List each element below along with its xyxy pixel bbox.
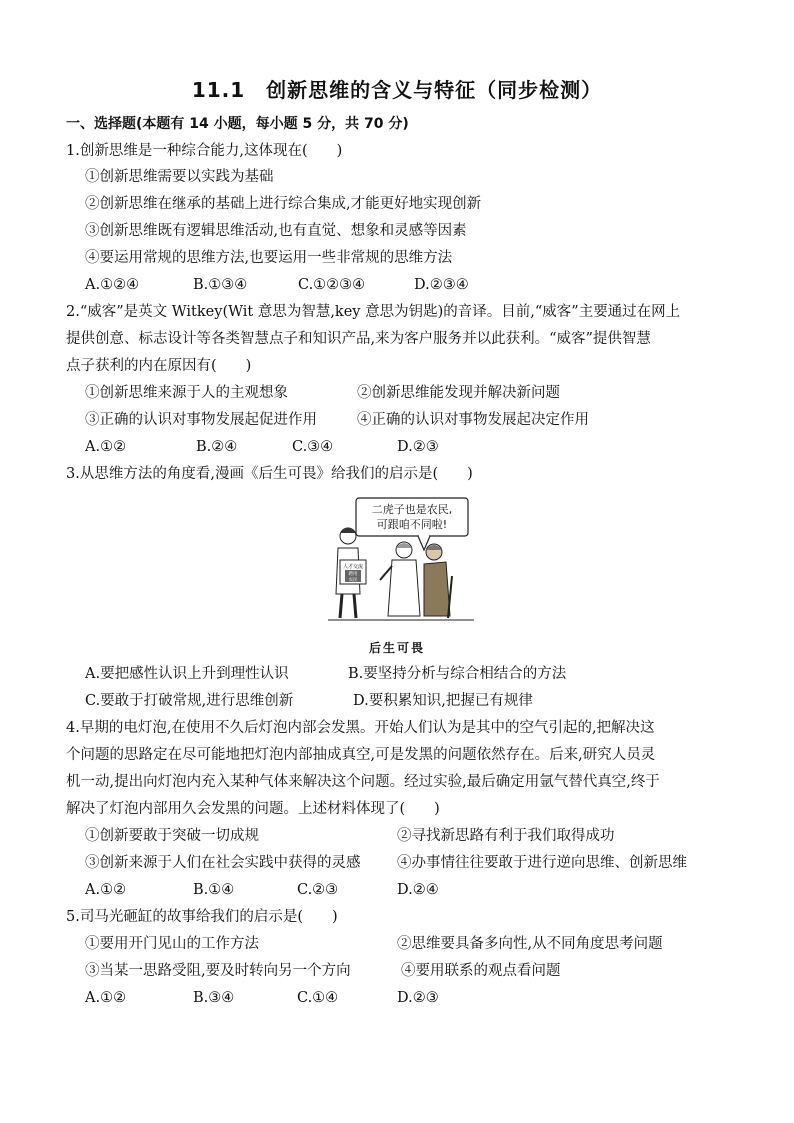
q2-item-4: ④正确的认识对事物发展起决定作用 xyxy=(357,412,589,428)
q3-option-b: B.要坚持分析与综合相结合的方法 xyxy=(348,666,567,682)
q5-item-2: ②思维要具备多向性,从不同角度思考问题 xyxy=(397,936,663,952)
q4-item-4: ④办事情往往要敢于进行逆向思维、创新思维 xyxy=(397,855,687,871)
bubble-line-1: 二虎子也是农民, xyxy=(371,503,453,516)
q1-item-1: ①创新思维需要以实践为基础 xyxy=(85,169,274,185)
q3-option-d: D.要积累知识,把握已有规律 xyxy=(353,693,533,709)
q1-option-d: D.②③④ xyxy=(414,277,469,293)
q5-option-d: D.②③ xyxy=(397,990,439,1006)
question-4-stem-4: 解决了灯泡内部用久会发黑的问题。上述材料体现了( ) xyxy=(66,801,440,817)
q1-option-c: C.①②③④ xyxy=(298,277,366,293)
q2-option-d: D.②③ xyxy=(397,439,439,455)
q5-item-3: ③当某一思路受阻,要及时转向另一个方向 xyxy=(85,963,351,979)
q4-option-c: C.②③ xyxy=(297,882,339,898)
question-4-stem-2: 个问题的思路定在尽可能地把灯泡内部抽成真空,可是发黑的问题依然存在。后来,研究人员灵 xyxy=(66,747,656,763)
q2-item-1: ①创新思维来源于人的主观想象 xyxy=(85,385,288,401)
q1-item-4: ④要运用常规的思维方法,也要运用一些非常规的思维方法 xyxy=(85,250,453,266)
question-3-stem: 3.从思维方法的角度看,漫画《后生可畏》给我们的启示是( ) xyxy=(66,466,473,482)
q5-option-c: C.①④ xyxy=(297,990,339,1006)
q5-item-1: ①要用开门见山的工作方法 xyxy=(85,936,259,952)
q4-item-1: ①创新要敢于突破一切成规 xyxy=(85,828,259,844)
cartoon-later-generations xyxy=(326,494,476,624)
q2-item-3: ③正确的认识对事物发展起促进作用 xyxy=(85,412,317,428)
q4-item-2: ②寻找新思路有利于我们取得成功 xyxy=(397,828,615,844)
q1-option-b: B.①③④ xyxy=(193,277,248,293)
q3-option-a: A.要把感性认识上升到理性认识 xyxy=(85,666,289,682)
section-heading: 一、选择题(本题有 14 小题，每小题 5 分，共 70 分) xyxy=(66,116,409,132)
q1-item-2: ②创新思维在继承的基础上进行综合集成,才能更好地实现创新 xyxy=(85,196,482,212)
q2-option-b: B.②④ xyxy=(196,439,238,455)
bubble-line-2: 可跟咱不同啦! xyxy=(376,518,448,531)
sign-line-3: 农民 xyxy=(348,578,358,583)
q4-option-b: B.①④ xyxy=(193,882,235,898)
question-4-stem-1: 4.早期的电灯泡,在使用不久后灯泡内部会发黑。开始人们认为是其中的空气引起的,把解决这 xyxy=(66,720,655,736)
question-1-stem: 1.创新思维是一种综合能力,这体现在( ) xyxy=(66,143,343,159)
sign-line-2: 聘用 xyxy=(348,572,358,577)
q5-item-4: ④要用联系的观点看问题 xyxy=(401,963,561,979)
q4-option-d: D.②④ xyxy=(397,882,439,898)
q5-option-b: B.③④ xyxy=(193,990,235,1006)
q1-item-3: ③创新思维既有逻辑思维活动,也有直觉、想象和灵感等因素 xyxy=(85,223,467,239)
question-2-stem-1: 2.“威客”是英文 Witkey(Wit 意思为智慧,key 意思为钥匙)的音译。目前,“威客”主要通过在网上 xyxy=(66,304,681,320)
question-2-stem-2: 提供创意、标志设计等各类智慧点子和知识产品,来为客户服务并以此获利。“威客”提供智慧 xyxy=(66,331,651,347)
question-4-stem-3: 机一动,提出向灯泡内充入某种气体来解决这个问题。经过实验,最后确定用氩气替代真空,终于 xyxy=(66,774,660,790)
q1-option-a: A.①②④ xyxy=(85,277,140,293)
q4-option-a: A.①② xyxy=(85,882,127,898)
question-5-stem: 5.司马光砸缸的故事给我们的启示是( ) xyxy=(66,909,338,925)
q5-option-a: A.①② xyxy=(85,990,127,1006)
q2-item-2: ②创新思维能发现并解决新问题 xyxy=(357,385,560,401)
q4-item-3: ③创新来源于人们在社会实践中获得的灵感 xyxy=(85,855,361,871)
question-2-stem-3: 点子获利的内在原因有( ) xyxy=(66,358,252,374)
q2-option-a: A.①② xyxy=(85,439,127,455)
sign-line-1: 人才交流 xyxy=(342,564,364,570)
cartoon-caption: 后生可畏 xyxy=(368,641,425,655)
q3-option-c: C.要敢于打破常规,进行思维创新 xyxy=(85,693,294,709)
q2-option-c: C.③④ xyxy=(292,439,334,455)
page-title: 11.1 创新思维的含义与特征（同步检测） xyxy=(191,78,603,102)
